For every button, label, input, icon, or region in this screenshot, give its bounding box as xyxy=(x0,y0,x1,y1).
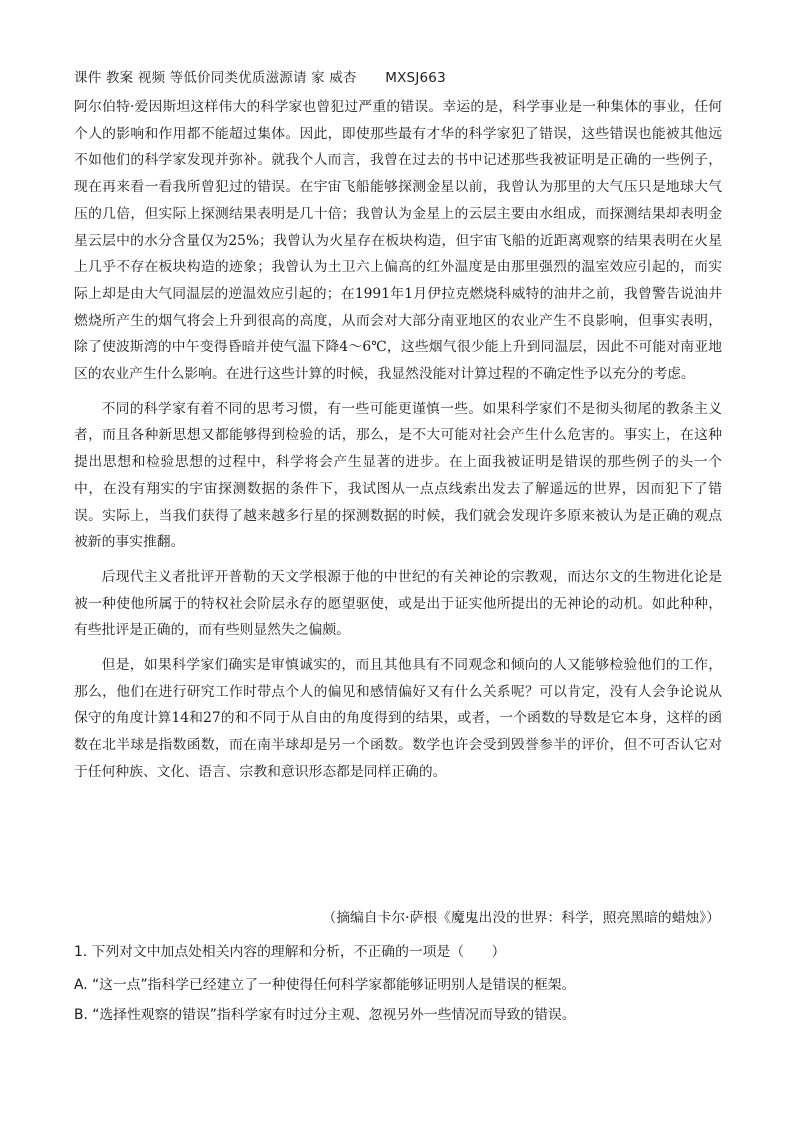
paragraph-1: 阿尔伯特·爱因斯坦这样伟大的科学家也曾犯过严重的错误。幸运的是，科学事业是一种集体的事业，任何个人的影响和作用都不能超过集体。因此，即使那些最有才华的科学家犯了错误，这些错误也能被其他远不如他们的科学家发现并弥补。就我个人而言，我曾在过去的书中记述那些我被证明是正确的一些例子，现在再来看一看我所曾犯过的错误。在宇宙飞船能够探测金星以前，我曾认为那里的大气压只是地球大气压的几倍，但实际上探测结果表明是几十倍；我曾认为金星上的云层主要由水组成，而探测结果却表明金星云层中的水分含量仅为25%；我曾认为火星存在板块构造，但宇宙飞船的近距离观察的结果表明在火星上几乎不存在板块构造的迹象；我曾认为土卫六上偏高的红外温度是由那里强烈的温室效应引起的，而实际上却是由大气同温层的逆温效应引起的；在1991年1月伊拉克燃烧科威特的油井之前，我曾警告说油井燃烧所产生的烟气将会上升到很高的高度，从而会对大部分南亚地区的农业产生不良影响，但事实表明，除了使波斯湾的中午变得昏暗并使气温下降4～6℃，这些烟气很少能上升到同温层，因此不可能对南亚地区的农业产生什么影响。在进行这些计算的时候，我显然没能对计算过程的不确定性予以充分的考虑。 xyxy=(74,99,722,383)
page-header xyxy=(74,66,446,86)
question-stem: 1. 下列对文中加点处相关内容的理解和分析，不正确的一项是（ ） xyxy=(74,944,506,960)
option-b[interactable]: B. “选择性观察的错误”指科学家有时过分主观、忽视另外一些情况而导致的错误。 xyxy=(74,1007,576,1023)
header-note: 课件 教案 视频 等低价同类优质滋源请 家 威杏 xyxy=(74,70,357,86)
paragraph-2: 不同的科学家有着不同的思考习惯，有一些可能更谨慎一些。如果科学家们不是彻头彻尾的教条主义者，而且各种新思想又都能够得到检验的话，那么，是不大可能对社会产生什么危害的。事实上，在这种提出思想和检验思想的过程中，科学将会产生显著的进步。在上面我被证明是错误的那些例子的头一个中，在没有翔实的宇宙探测数据的条件下，我试图从一点点线索出发去了解遥远的世界，因而犯下了错误。实际上，当我们获得了越来越多行星的探测数据的时候，我们就会发现许多原来被认为是正确的观点被新的事实推翻。 xyxy=(74,400,722,551)
header-code: MXSJ663 xyxy=(385,70,446,86)
article-body xyxy=(74,94,722,786)
paragraph-3: 后现代主义者批评开普勒的天文学根源于他的中世纪的有关神论的宗教观，而达尔文的生物进化论是被一种使他所属于的特权社会阶层永存的愿望驱使，或是出于证实他所提出的无神论的动机。如此种种，有些批评是正确的，而有些则显然失之偏颇。 xyxy=(74,568,722,639)
source-citation: （摘编自卡尔·萨根《魔鬼出没的世界：科学，照亮黑暗的蜡烛》） xyxy=(322,910,720,926)
paragraph-4: 但是，如果科学家们确实是审慎诚实的，而且其他具有不同观念和倾向的人又能够检验他们的工作，那么，他们在进行研究工作时带点个人的偏见和感情偏好又有什么关系呢？可以肯定，没有人会争论说从保守的角度计算14和27的和不同于从自由的角度得到的结果，或者，一个函数的导数是它本身，这样的函数在北半球是指数函数，而在南半球却是另一个函数。数学也许会受到毁誉参半的评价，但不可否认它对于任何种族、文化、语言、宗教和意识形态都是同样正确的。 xyxy=(74,657,722,780)
option-a[interactable]: A. “这一点”指科学已经建立了一种使得任何科学家都能够证明别人是错误的框架。 xyxy=(74,977,576,993)
